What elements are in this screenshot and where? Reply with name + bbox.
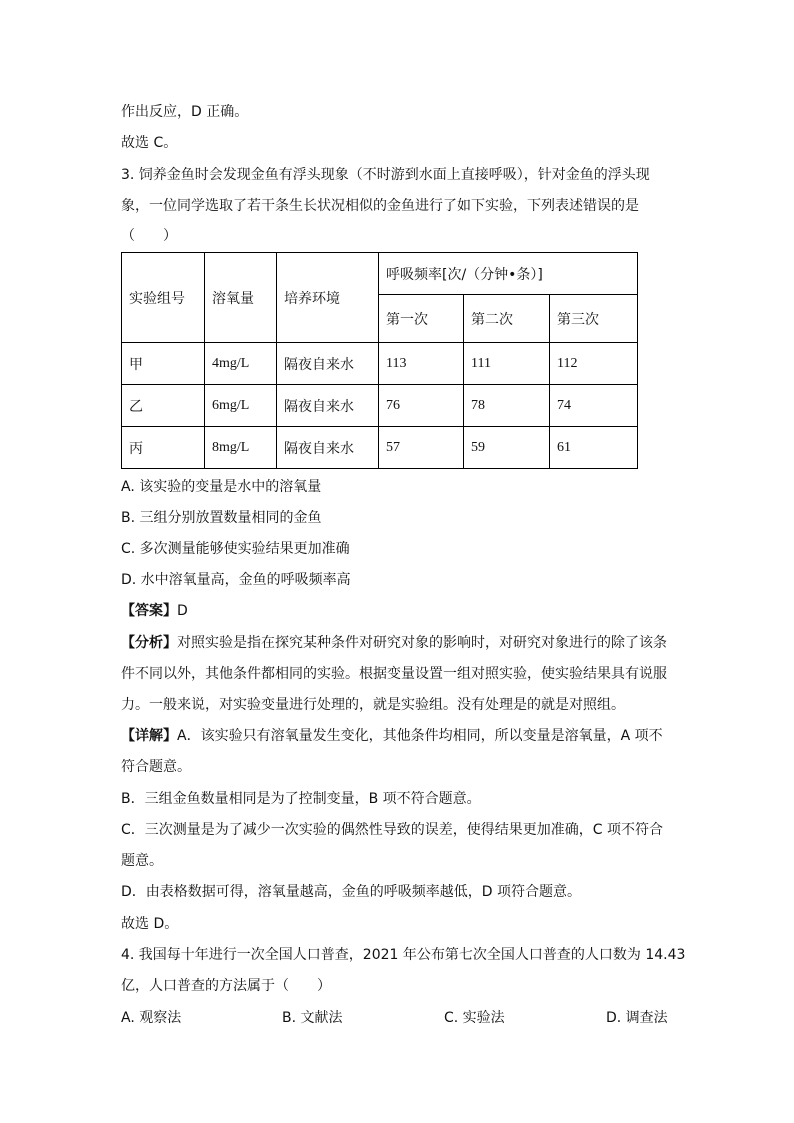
detail-conclusion: 故选 D。 [121, 916, 179, 932]
header-oxygen: 溶氧量 [205, 253, 277, 343]
cell-group: 丙 [122, 427, 205, 469]
option-d: D. 水中溶氧量高，金鱼的呼吸频率高 [121, 572, 351, 588]
detail-line [121, 726, 681, 746]
experiment-table [121, 252, 638, 469]
cell-oxygen: 6mg/L [205, 385, 277, 427]
cell-value: 112 [550, 343, 638, 385]
question-3-paren: （ ） [121, 228, 177, 244]
detail-text: A．该实验只有溶氧量发生变化，其他条件均相同，所以变量是溶氧量，A 项不 [177, 728, 663, 744]
q4-option-c: C. 实验法 [444, 1010, 505, 1026]
cell-oxygen: 8mg/L [205, 427, 277, 469]
header-environment: 培养环境 [277, 253, 379, 343]
question-3-stem: 3. 饲养金鱼时会发现金鱼有浮头现象（不时游到水面上直接呼吸），针对金鱼的浮头现 [121, 167, 650, 183]
cell-value: 113 [379, 343, 464, 385]
analysis-label: 【分析】 [121, 635, 177, 651]
header-group: 实验组号 [122, 253, 205, 343]
cell-value: 74 [550, 385, 638, 427]
option-a: A. 该实验的变量是水中的溶氧量 [121, 479, 322, 495]
header-trial: 第三次 [550, 295, 638, 343]
answer-line [121, 601, 681, 621]
answer-label: 【答案】 [121, 603, 177, 619]
header-trial: 第一次 [379, 295, 464, 343]
text-line: 作出反应，D 正确。 [121, 104, 249, 120]
text-line: 故选 C。 [121, 135, 178, 151]
cell-value: 76 [379, 385, 464, 427]
analysis-line [121, 633, 681, 653]
cell-value: 61 [550, 427, 638, 469]
table-row [122, 385, 638, 427]
cell-value: 78 [464, 385, 550, 427]
question-3-stem: 象，一位同学选取了若干条生长状况相似的金鱼进行了如下实验，下列表述错误的是 [121, 198, 639, 214]
cell-environment: 隔夜自来水 [277, 385, 379, 427]
detail-text: B．三组金鱼数量相同是为了控制变量，B 项不符合题意。 [121, 791, 481, 807]
cell-group: 乙 [122, 385, 205, 427]
cell-environment: 隔夜自来水 [277, 343, 379, 385]
cell-value: 111 [464, 343, 550, 385]
question-4-stem: 亿，人口普查的方法属于（ ） [121, 978, 331, 994]
detail-text: C．三次测量是为了减少一次实验的偶然性导致的误差，使得结果更加准确，C 项不符合 [121, 822, 663, 838]
detail-text: D．由表格数据可得，溶氧量越高，金鱼的呼吸频率越低，D 项符合题意。 [121, 884, 582, 900]
analysis-text: 件不同以外，其他条件都相同的实验。根据变量设置一组对照实验，使实验结果具有说服 [121, 666, 667, 682]
detail-label: 【详解】 [121, 728, 177, 744]
option-b: B. 三组分别放置数量相同的金鱼 [121, 510, 322, 526]
table-row [122, 343, 638, 385]
cell-value: 59 [464, 427, 550, 469]
cell-value: 57 [379, 427, 464, 469]
cell-group: 甲 [122, 343, 205, 385]
cell-environment: 隔夜自来水 [277, 427, 379, 469]
header-trial: 第二次 [464, 295, 550, 343]
analysis-text: 力。一般来说，对实验变量进行处理的，就是实验组。没有处理是的就是对照组。 [121, 697, 625, 713]
detail-text: 符合题意。 [121, 759, 191, 775]
q4-option-b: B. 文献法 [282, 1010, 343, 1026]
header-frequency: 呼吸频率[次/（分钟•条）] [379, 253, 638, 295]
q4-option-a: A. 观察法 [121, 1010, 182, 1026]
option-c: C. 多次测量能够使实验结果更加准确 [121, 541, 350, 557]
cell-oxygen: 4mg/L [205, 343, 277, 385]
analysis-text: 对照实验是指在探究某种条件对研究对象的影响时，对研究对象进行的除了该条 [177, 635, 667, 651]
detail-text: 题意。 [121, 853, 163, 869]
q4-option-d: D. 调查法 [606, 1010, 668, 1026]
question-4-stem: 4. 我国每十年进行一次全国人口普查，2021 年公布第七次全国人口普查的人口数为 14.43 [121, 947, 686, 963]
table-row [122, 427, 638, 469]
answer-value: D [177, 603, 188, 619]
